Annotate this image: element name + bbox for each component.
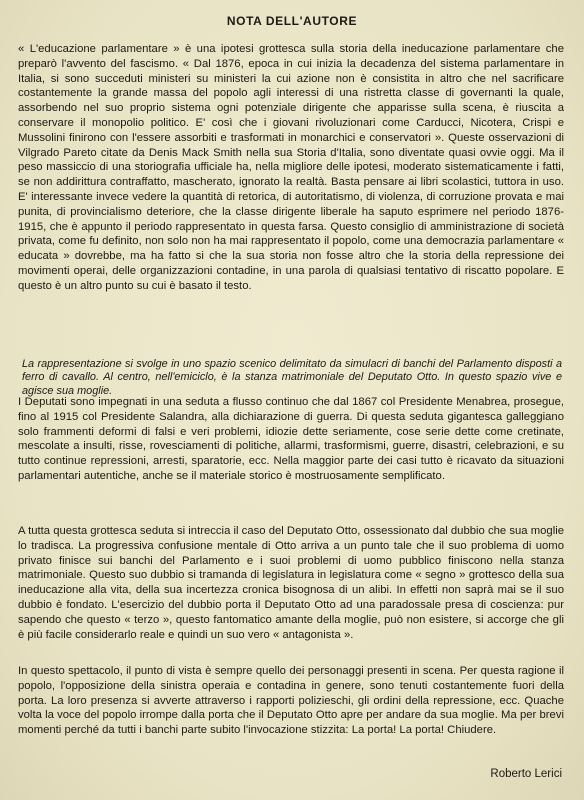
viewpoint-paragraph: In questo spettacolo, il punto di vista è sempre quello dei personaggi presenti in scena. Per questa ragione il popolo, l'opposizione della sinistra operaia e contadina in genere, sono tenuti costantemente fuori della porta. La loro presenza si avverte attraverso i rapporti polizieschi, gli ordini della repressione, ecc. Quache volta la voce del popolo irrompe dalla porta che il Deputato Otto apre per andare da sua moglie. Ma per brevi momenti perché da tutti i banchi parte subito l'invocazione stizzita: La porta! La porta! Chiudere. [18,665,564,737]
intro-paragraph: « L'educazione parlamentare » è una ipotesi grottesca sulla storia della ineducazione parlamentare che preparò l'avvento del fascismo. « Dal 1876, epoca in cui inizia la decadenza del sistema parlamentare in Italia, si sono succeduti ministeri su ministeri la cui azione non è consistita in altro che nel sacrificare costantemente la grande massa del popolo agli interessi di una ristretta classe di governanti la quale, assorbendo nel suo proprio sistema ogni potenziale dirigente che apparisse sulla scena, è riuscita a conservare il monopolio politico. E' così che i giovani rivoluzionari come Carducci, Nicotera, Crispi e Mussolini finirono con l'essere assorbiti e trasformati in monarchici e conservatori ». Queste osservazioni di Vilgrado Pareto citate da Denis Mack Smith nella sua Storia d'Italia, sono diventate quasi ovvie oggi. Ma il peso massiccio di una storiografia ufficiale ha, nella migliore delle ipotesi, moderato sistematicamente i fatti, se non addirittura contraffatto, mascherato, ignorato la realtà. Basta pensare ai libri scolastici, tuttora in uso. E' interessante invece vedere la quantità di retorica, di autoritatismo, di violenza, di corruzione provata e mai punita, di provincialismo deteriore, che la classe dirigente liberale ha saputo esprimere nel periodo 1876-1915, che è appunto il periodo rappresentato in questa farsa. Questo consiglio di amministrazione di società privata, come fu definito, non solo non ha mai rappresentato il popolo, come una democrazia parlamentare « educata » dovrebbe, ma ha fatto si che la sua storia non fosse altro che la storia della repressione dei movimenti operai, delle organizzazioni contadine, in una parola di qualsiasi tentativo di riscatto popolare. E questo è un altro punto su cui è basato il testo. [18,43,564,292]
stage-note: La rappresentazione si svolge in uno spazio scenico delimitato da simulacri di banchi del Parlamento disposti a ferro di cavallo. Al centro, nell'emiciclo, è la stanza matrimoniale del Deputato Otto. In questo spazio vive e agisce sua moglie. [22,358,562,397]
deputies-paragraph: I Deputati sono impegnati in una seduta a flusso continuo che dal 1867 col Presidente Menabrea, prosegue, fino al 1915 col Presidente Salandra, alla dichiarazione di guerra. Di questa seduta gigantesca galleggiano solo frammenti deformi di falsi e veri problemi, idiozie dette seriamente, cose serie dette come cretinate, mescolate a insulti, risse, rovesciamenti di politiche, allarmi, trasformismi, guerre, disastri, celebrazioni, e su tutto continue repressioni, arresti, sparatorie, ecc. Nella maggior parte dei casi tutto è ricavato da situazioni parlamentari autentiche, anche se il materiale storico è mostruosamente semplificato. [18,396,564,482]
author-signature: Roberto Lerici [490,768,562,780]
page-title: NOTA DELL'AUTORE [226,14,358,28]
otto-paragraph: A tutta questa grottesca seduta si intreccia il caso del Deputato Otto, ossessionato dal dubbio che sua moglie lo tradisca. La progressiva confusione mentale di Otto arriva a un punto tale che il suo problema di uomo privato finisce sui banchi del Parlamento e i suoi problemi di uomo pubblico finiscono nella stanza matrimoniale. Questo suo dubbio si tramanda di legislatura in legislatura come « segno » grottesco della sua ineducazione alla vita, della sua incertezza cronica bisognosa di un alibi. In effetti non saprà mai se il suo dubbio è fondato. L'esercizio del dubbio porta il Deputato Otto ad una paradossale presa di coscienza: pur sapendo che questo « terzo », questo fantomatico amante della moglie, può non esistere, si accorge che gli è più facile considerarlo reale e quindi un suo vero « antagonista ». [18,525,564,641]
